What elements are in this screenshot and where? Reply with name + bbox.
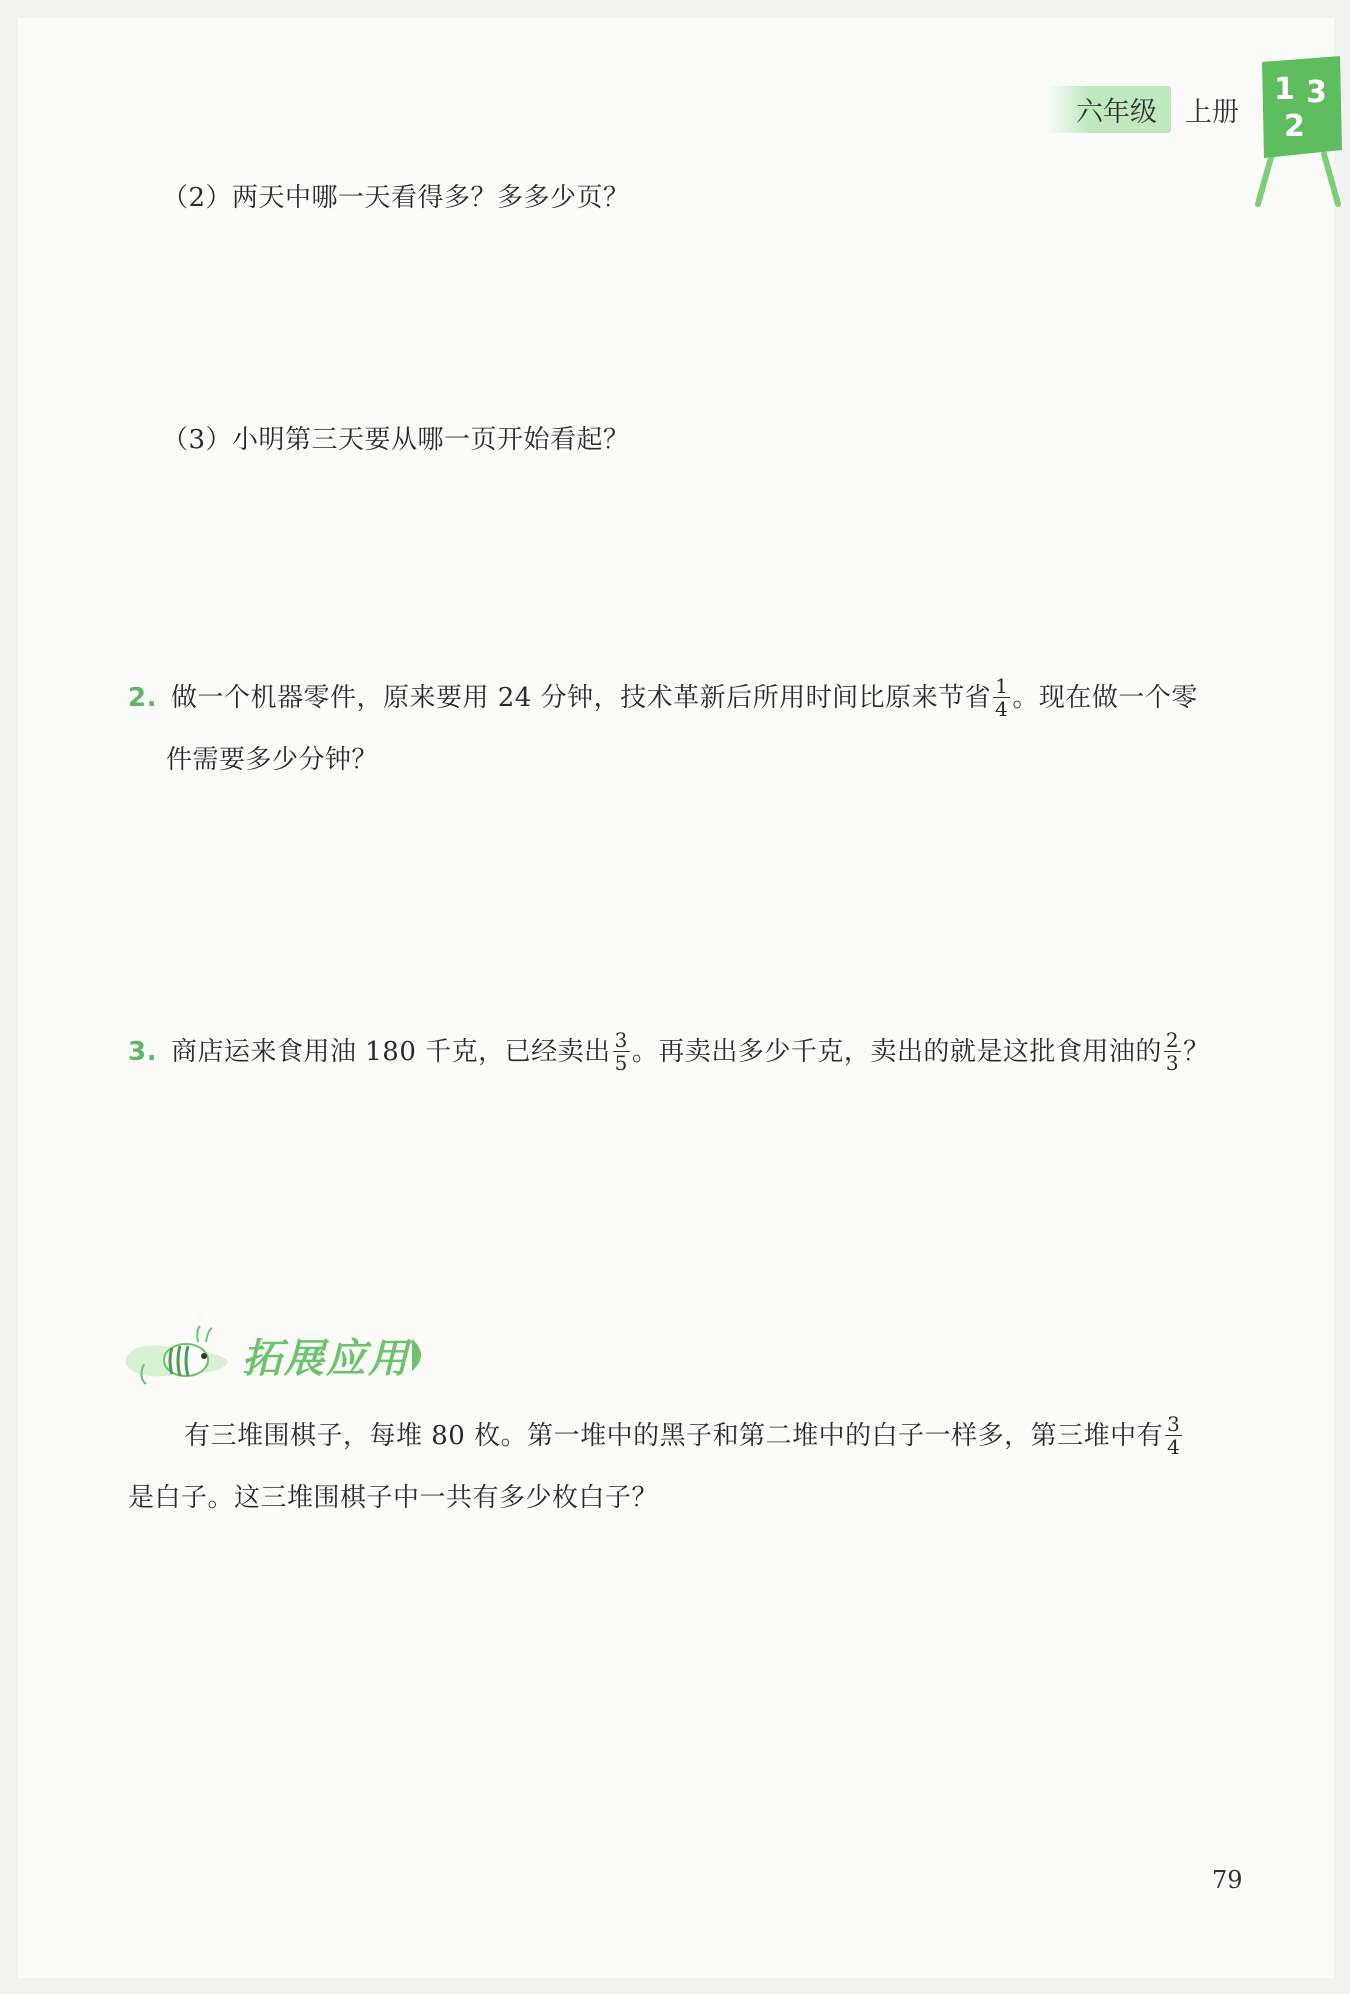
numerator: 3: [1167, 1411, 1181, 1436]
question-number: 3.: [128, 1037, 157, 1067]
page-number: 79: [1212, 1866, 1243, 1894]
chalkboard-icon: [1254, 54, 1344, 214]
question-text: 。再卖出多少千克，卖出的就是这批食用油的: [631, 1037, 1162, 1067]
problem-text: 有三堆围棋子，每堆 80 枚。第一堆中的黑子和第二堆中的白子一样多，第三堆中有: [184, 1421, 1164, 1451]
board-digit-1: 1: [1274, 72, 1295, 107]
question-1-3: [162, 410, 630, 470]
denominator: 5: [614, 1050, 628, 1075]
denominator: 3: [1165, 1050, 1180, 1075]
section-header: [124, 1320, 432, 1390]
question-2: [128, 668, 1198, 728]
numerator: 3: [614, 1027, 628, 1052]
fraction: [993, 675, 1010, 720]
volume-label: 上册: [1185, 97, 1239, 128]
question-text: 件需要多少分钟？: [166, 745, 379, 775]
question-number: 2.: [128, 683, 157, 713]
denominator: 4: [995, 696, 1009, 721]
question-text: （2）两天中哪一天看得多？多多少页？: [162, 183, 630, 213]
fraction: [1164, 1029, 1181, 1074]
question-2-line2: [166, 730, 378, 790]
numerator: 2: [1165, 1027, 1180, 1052]
question-text: 。现在做一个零: [1012, 683, 1198, 713]
fraction: [1165, 1413, 1182, 1458]
question-text: ？: [1183, 1037, 1210, 1067]
denominator: 4: [1167, 1434, 1181, 1459]
extension-problem-line2: [128, 1467, 658, 1529]
extension-problem: [184, 1405, 1184, 1467]
board-digit-3: 3: [1306, 75, 1327, 110]
page: [18, 18, 1334, 1978]
question-1-2: [162, 168, 630, 228]
fraction: [613, 1029, 630, 1074]
numerator: 1: [995, 673, 1009, 698]
board-digit-2: 2: [1284, 109, 1305, 144]
grade-tag: 六年级: [1046, 86, 1171, 133]
question-text: 做一个机器零件，原来要用 24 分钟，技术革新后所用时间比原来节省: [170, 683, 992, 713]
section-tail-icon: [410, 1335, 432, 1375]
page-header: [1046, 86, 1239, 133]
problem-text: 是白子。这三堆围棋子中一共有多少枚白子？: [128, 1483, 659, 1513]
bee-icon: [124, 1320, 234, 1390]
section-title: 拓展应用: [242, 1335, 410, 1382]
question-text: （3）小明第三天要从哪一页开始看起？: [162, 425, 630, 455]
question-3: [128, 1022, 1210, 1082]
question-text: 商店运来食用油 180 千克，已经卖出: [170, 1037, 611, 1067]
